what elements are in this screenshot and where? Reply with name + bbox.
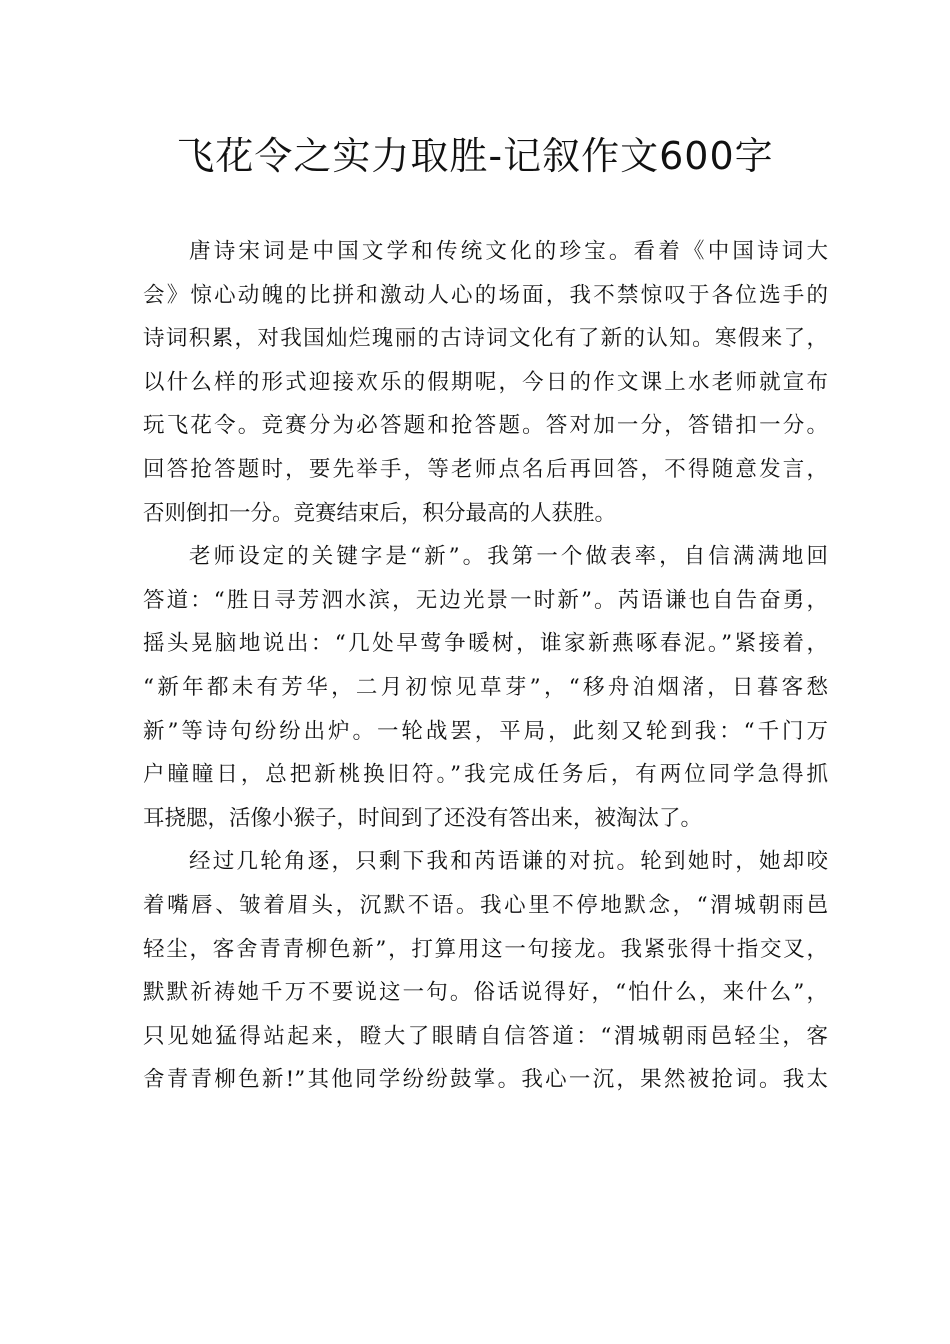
paragraph-line: 答道：“胜日寻芳泗水滨，无边光景一时新”。芮语谦也自告奋勇， [143,587,828,613]
paragraph-line: “新年都未有芳华，二月初惊见草芽”，“移舟泊烟渚，日暮客愁 [143,674,828,700]
paragraph-line: 摇头晃脑地说出：“几处早莺争暖树，谁家新燕啄春泥。”紧接着， [143,631,828,657]
document-title: 飞花令之实力取胜-记叙作文600字 [176,134,774,178]
document-body [143,230,828,1102]
paragraph-line: 户瞳瞳日，总把新桃换旧符。”我完成任务后，有两位同学急得抓 [143,762,828,788]
paragraph-line: 否则倒扣一分。竞赛结束后，积分最高的人获胜。 [143,500,617,526]
paragraph-line: 轻尘，客舍青青柳色新”，打算用这一句接龙。我紧张得十指交叉， [143,936,828,962]
paragraph-line: 只见她猛得站起来，瞪大了眼睛自信答道：“渭城朝雨邑轻尘，客 [143,1023,828,1049]
paragraph-line: 老师设定的关键字是“新”。我第一个做表率，自信满满地回 [189,544,828,570]
paragraph-line: 回答抢答题时，要先举手，等老师点名后再回答，不得随意发言， [143,456,828,482]
paragraph-line: 默默祈祷她千万不要说这一句。俗话说得好，“怕什么，来什么”， [143,980,828,1006]
paragraph-line: 玩飞花令。竞赛分为必答题和抢答题。答对加一分，答错扣一分。 [143,413,828,439]
paragraph-line: 唐诗宋词是中国文学和传统文化的珍宝。看着《中国诗词大 [189,239,828,264]
paragraph-line: 着嘴唇、皱着眉头，沉默不语。我心里不停地默念，“渭城朝雨邑 [143,892,828,918]
paragraph-line: 以什么样的形式迎接欢乐的假期呢，今日的作文课上水老师就宣布 [143,369,828,395]
paragraph-line: 诗词积累，对我国灿烂瑰丽的古诗词文化有了新的认知。寒假来了， [143,326,828,352]
paragraph-line: 新”等诗句纷纷出炉。一轮战罢，平局，此刻又轮到我：“千门万 [143,718,828,744]
paragraph-line: 会》惊心动魄的比拼和激动人心的场面，我不禁惊叹于各位选手的 [143,282,828,308]
paragraph-line: 舍青青柳色新!”其他同学纷纷鼓掌。我心一沉，果然被抢词。我太 [143,1067,828,1093]
paragraph-line: 经过几轮角逐，只剩下我和芮语谦的对抗。轮到她时，她却咬 [189,849,828,875]
paragraph-line: 耳挠腮，活像小猴子，时间到了还没有答出来，被淘汰了。 [143,805,703,831]
